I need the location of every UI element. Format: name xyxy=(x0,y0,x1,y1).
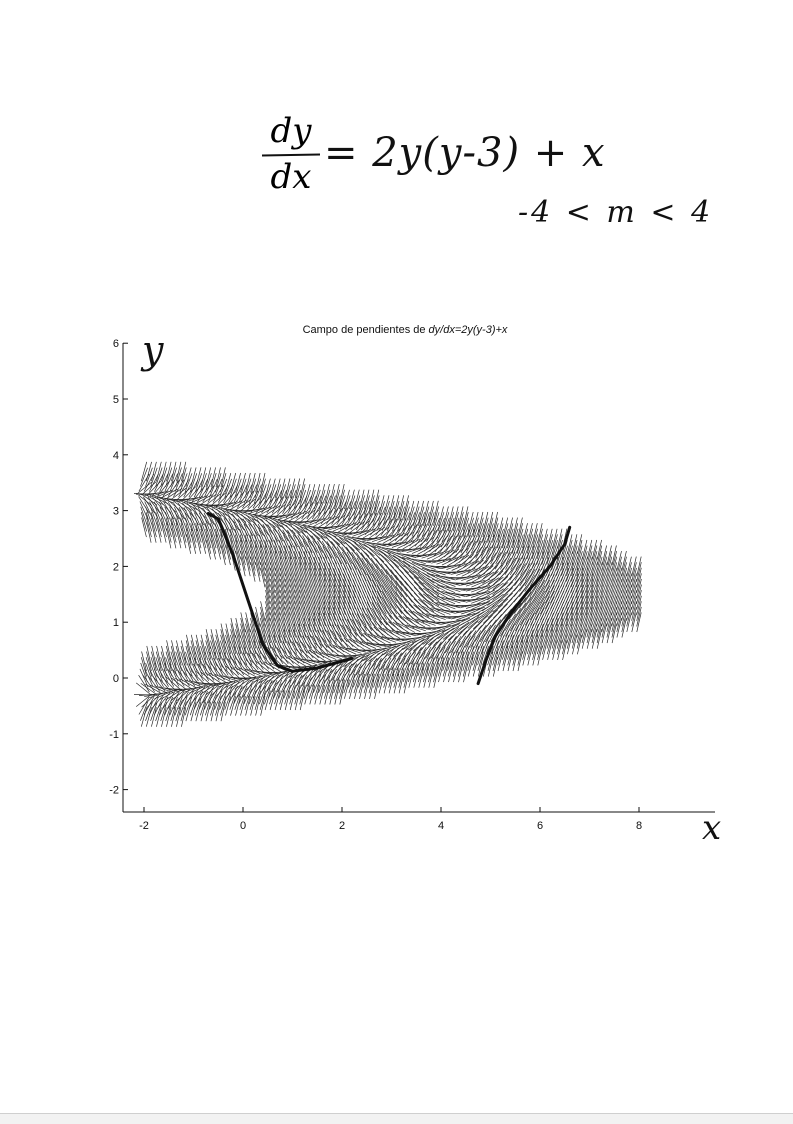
y-tick-label: 5 xyxy=(113,394,119,406)
equation-numerator: dy xyxy=(262,112,320,150)
x-tick-label: 4 xyxy=(438,820,444,832)
slope-field-segments xyxy=(134,462,642,727)
x-tick-label: 6 xyxy=(537,820,543,832)
equation-denominator: dx xyxy=(262,158,320,196)
chart-title xyxy=(303,324,508,336)
chart-axes xyxy=(109,338,715,832)
x-tick-label: -2 xyxy=(139,820,149,832)
equation-rhs: = 2y(y-3) + x xyxy=(324,130,606,176)
y-tick-label: -1 xyxy=(109,729,119,741)
chart-title-formula: dy/dx=2y(y-3)+x xyxy=(429,324,508,336)
x-tick-label: 8 xyxy=(636,820,642,832)
handwritten-x-label: x xyxy=(702,808,721,848)
y-tick-label: 2 xyxy=(113,561,119,573)
y-tick-label: 6 xyxy=(113,338,119,350)
y-tick-label: 3 xyxy=(113,506,119,518)
x-tick-label: 2 xyxy=(339,820,345,832)
y-tick-label: -2 xyxy=(109,785,119,797)
chart-title-prefix: Campo de pendientes de xyxy=(303,324,429,336)
y-tick-label: 0 xyxy=(113,673,119,685)
x-tick-label: 0 xyxy=(240,820,246,832)
handwritten-y-label: y xyxy=(142,328,163,372)
slope-range-note: -4 < m < 4 xyxy=(518,195,713,230)
y-tick-label: 1 xyxy=(113,617,119,629)
y-tick-label: 4 xyxy=(113,450,119,462)
